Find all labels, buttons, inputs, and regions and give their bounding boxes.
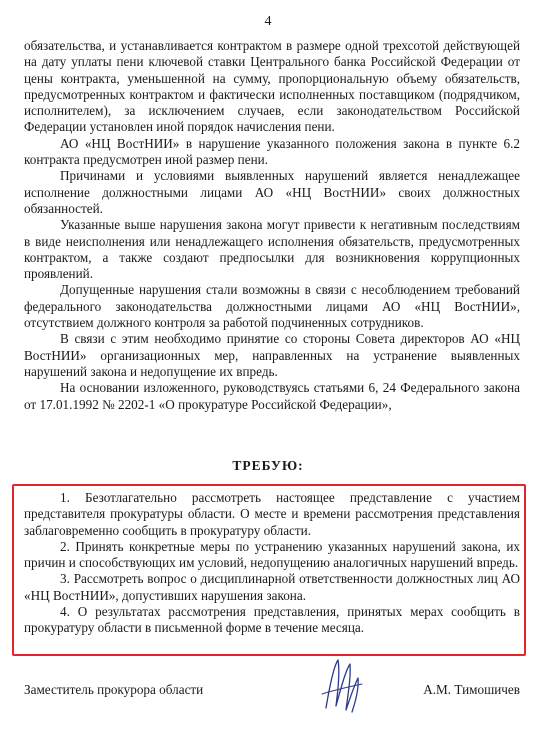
paragraph-possibility: Допущенные нарушения стали возможны в связи с несоблюдением требований федерального законодательства должностными лицами АО «НЦ ВостНИИ», отсутствием должного контроля за работой подчиненных сотрудников.: [24, 282, 520, 331]
handwritten-signature: [318, 654, 366, 716]
demand-item: 3. Рассмотреть вопрос о дисциплинарной ответственности должностных лиц АО «НЦ ВостНИИ», допустивших нарушения закона.: [24, 571, 520, 603]
body-text: [24, 38, 520, 413]
demand-heading: ТРЕБУЮ:: [232, 458, 304, 473]
signature-block: [24, 682, 520, 702]
paragraph-continuation: обязательства, и устанавливается контрактом в размере одной трехсотой действующей на дату уплаты пени ключевой ставки Центрального банка Российской Федерации от цены контракта, уменьшенной на сумму, пропорциональную объему обязательств, предусмотренных контрактом и фактически исполненных поставщиком (подрядчиком, исполнителем), за исключением случаев, если законодательством Российской Федерации установлен иной порядок начисления пени.: [24, 38, 520, 135]
demands-list: [24, 490, 520, 637]
demand-item: 1. Безотлагательно рассмотреть настоящее представление с участием представителя прокуратуры области. О месте и времени рассмотрения представления заблаговременно сообщить в прокуратуру области.: [24, 490, 520, 538]
paragraph-consequences: Указанные выше нарушения закона могут привести к негативным последствиям в виде неисполнения или ненадлежащего исполнения обязательств, предусмотренных контрактом, а также создают предпосылки для возникновения коррупционных проявлений.: [24, 217, 520, 282]
paragraph-legal-basis: На основании изложенного, руководствуясь статьями 6, 24 Федерального закона от 17.01.1992 № 2202-1 «О прокуратуре Российской Федерации»,: [24, 380, 520, 412]
paragraph-penalty-violation: АО «НЦ ВостНИИ» в нарушение указанного положения закона в пункте 6.2 контракта предусмотрен иной размер пени.: [24, 135, 520, 168]
paragraph-measures: В связи с этим необходимо принятие со стороны Совета директоров АО «НЦ ВостНИИ» организационных мер, направленных на устранение выявленных нарушений закона и недопущение их впредь.: [24, 331, 520, 379]
page-number: 4: [264, 14, 272, 29]
signatory-name: А.М. Тимошичев: [423, 682, 520, 697]
demand-item: 4. О результатах рассмотрения представления, принятых мерах сообщить в прокуратуру области в письменной форме в течение месяца.: [24, 604, 520, 636]
paragraph-causes: Причинами и условиями выявленных нарушений является ненадлежащее исполнение должностными лицами АО «НЦ ВостНИИ» своих должностных обязанностей.: [24, 168, 520, 216]
signatory-title: Заместитель прокурора области: [24, 682, 204, 697]
demand-item: 2. Принять конкретные меры по устранению указанных нарушений закона, их причин и способствующих им условий, недопущению аналогичных нарушений впредь.: [24, 538, 520, 571]
